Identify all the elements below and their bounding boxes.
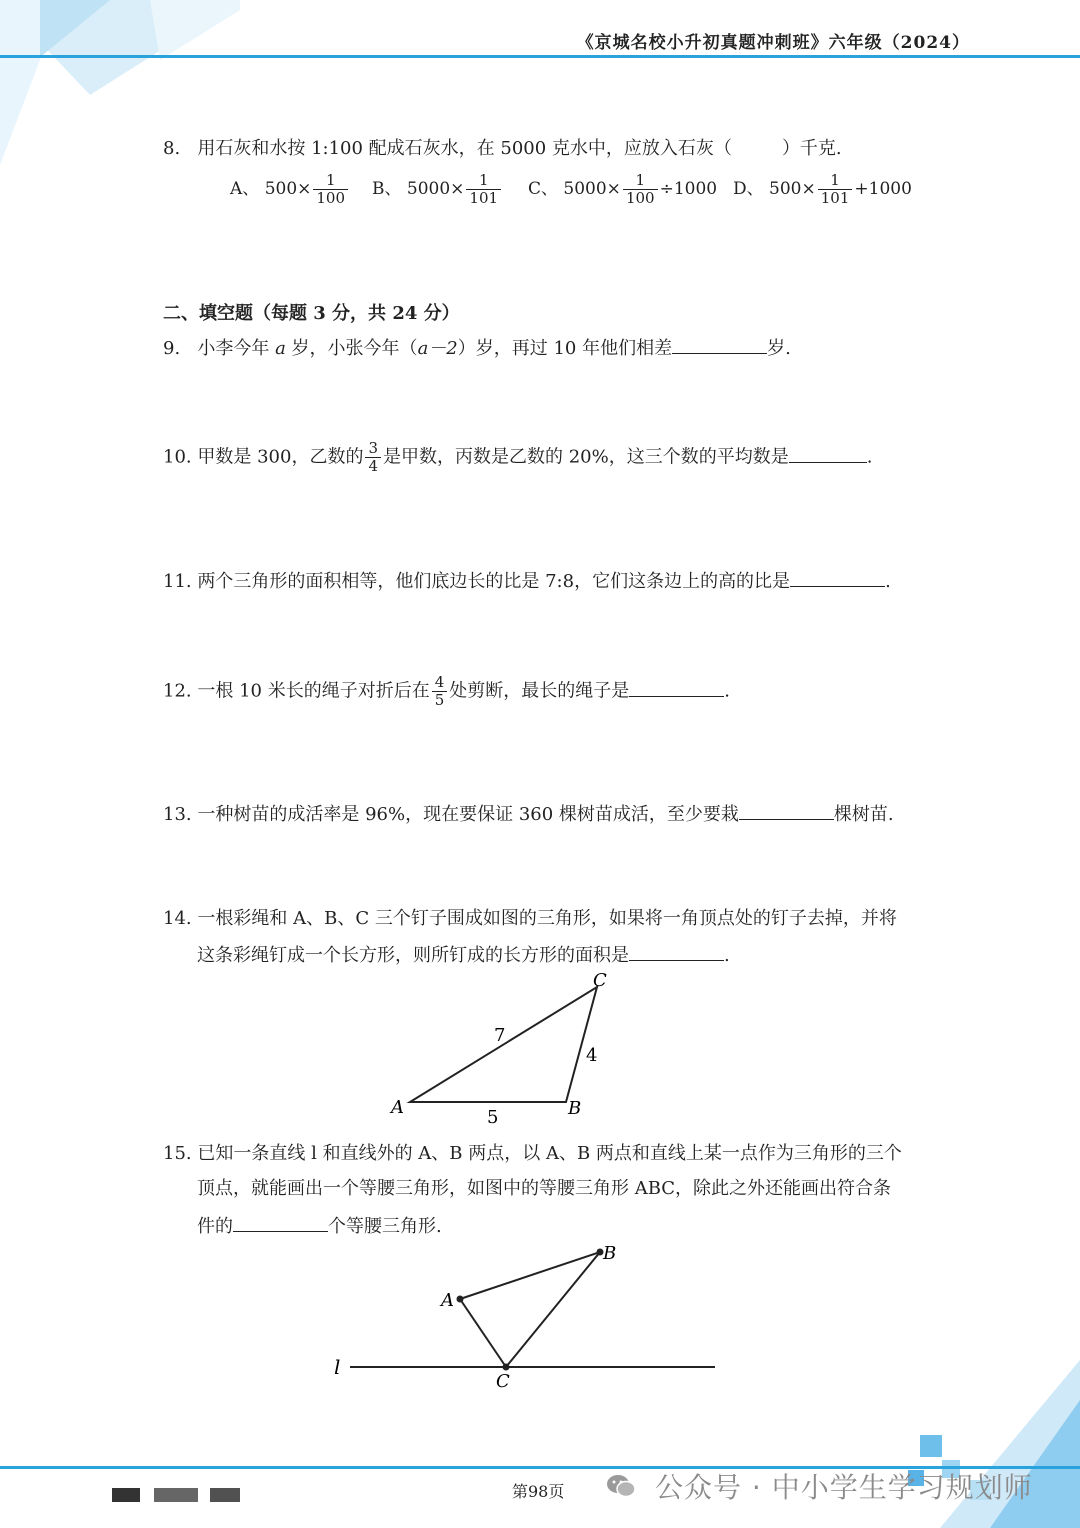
question-number: 11.: [163, 571, 192, 592]
fraction-denominator: 100: [316, 189, 346, 207]
fraction-numerator: 1: [623, 172, 658, 190]
redacted-block: [154, 1488, 198, 1502]
question-14-line-1: [163, 907, 897, 931]
answer-blank[interactable]: [629, 678, 724, 697]
question-text-end: .: [866, 446, 873, 468]
triangle-figure-14: [380, 965, 640, 1135]
fraction-numerator: 3: [365, 440, 381, 458]
question-text: 已知一条直线 l 和直线外的 A、B 两点，以 A、B 两点和直线上某一点作为三角形的三个: [197, 1143, 902, 1164]
question-number: 13.: [163, 804, 192, 825]
option-b: [372, 172, 503, 207]
question-text-end: 棵树苗.: [833, 804, 894, 825]
fraction: [623, 172, 658, 207]
question-15-line-1: [163, 1142, 902, 1166]
answer-blank[interactable]: [629, 942, 724, 961]
option-d: [733, 172, 912, 207]
question-text-end: 个等腰三角形.: [328, 1216, 442, 1237]
line-label-l: l: [334, 1355, 341, 1379]
question-8: [163, 137, 842, 161]
question-text: 用石灰和水按 1:100 配成石灰水，在 5000 克水中，应放入石灰（: [197, 138, 732, 159]
question-number: 8.: [163, 138, 181, 159]
fraction-numerator: 1: [818, 172, 853, 190]
option-expression: 500×: [264, 179, 312, 199]
question-number: 15.: [163, 1143, 192, 1164]
question-text: 处剪断，最长的绳子是: [449, 680, 630, 702]
fraction-denominator: 101: [820, 189, 850, 207]
point-a: [457, 1296, 464, 1303]
fraction-denominator: 100: [625, 189, 655, 207]
point-c: [503, 1364, 510, 1371]
question-text-end: .: [724, 680, 731, 702]
vertex-label-c: C: [593, 970, 607, 991]
answer-blank[interactable]: [790, 568, 885, 587]
question-text: 小李今年: [197, 338, 276, 359]
fraction-denominator: 101: [469, 189, 499, 207]
option-c: [528, 172, 717, 207]
answer-blank[interactable]: [739, 801, 834, 820]
question-text: 甲数是 300，乙数的: [197, 446, 364, 468]
redacted-block: [210, 1488, 240, 1502]
question-text: 是甲数，丙数是乙数的 20%，这三个数的平均数是: [383, 446, 789, 468]
option-label: A、: [230, 179, 260, 199]
wechat-icon: [605, 1472, 637, 1500]
answer-blank[interactable]: [233, 1213, 328, 1232]
question-text: 一种树苗的成活率是 96%，现在要保证 360 棵树苗成活，至少要栽: [197, 804, 739, 825]
fraction-denominator: 4: [368, 457, 378, 475]
answer-blank[interactable]: [672, 335, 767, 354]
vertex-label-b: B: [568, 1098, 582, 1119]
question-number: 14.: [163, 908, 192, 929]
watermark-text: 公众号 · 中小学生学习规划师: [655, 1471, 1033, 1504]
fraction: [432, 674, 448, 709]
page-number: 第98页: [512, 1482, 565, 1501]
fraction: [313, 172, 348, 207]
option-expression: 5000×: [563, 179, 621, 199]
header-divider: [0, 55, 1080, 58]
fraction-numerator: 4: [432, 674, 448, 692]
question-number: 9.: [163, 338, 181, 359]
question-13: [163, 801, 894, 827]
option-label: C、: [528, 179, 559, 199]
question-number: 12.: [163, 680, 192, 702]
section-title: 二、填空题（每题 3 分，共 24 分）: [163, 303, 460, 324]
side-label-ac: 7: [494, 1025, 506, 1046]
vertex-label-a: A: [441, 1290, 454, 1311]
answer-blank[interactable]: [789, 444, 867, 463]
triangle-figure-15: [320, 1235, 730, 1395]
question-text: 件的: [197, 1216, 233, 1237]
option-a: [230, 172, 350, 207]
fraction: [818, 172, 853, 207]
question-text-end: .: [885, 571, 891, 592]
question-text: 这条彩绳钉成一个长方形，则所钉成的长方形的面积是: [197, 945, 629, 966]
question-15-line-2: [197, 1177, 891, 1201]
option-expression-tail: ÷1000: [659, 179, 718, 199]
vertex-label-c: C: [496, 1371, 510, 1392]
side-label-bc: 4: [586, 1045, 598, 1066]
question-text: 顶点，就能画出一个等腰三角形，如图中的等腰三角形 ABC，除此之外还能画出符合条: [197, 1178, 892, 1199]
option-expression: 500×: [769, 179, 816, 199]
question-text-end: 岁.: [767, 338, 791, 359]
option-label: B、: [372, 179, 402, 199]
question-11: [163, 568, 891, 594]
question-text: ）岁，再过 10 年他们相差: [457, 338, 673, 359]
question-number: 10.: [163, 446, 192, 468]
question-text: 一根彩绳和 A、B、C 三个钉子围成如图的三角形，如果将一角顶点处的钉子去掉，并将: [197, 908, 897, 929]
vertex-label-b: B: [603, 1243, 617, 1264]
fraction-denominator: 5: [434, 691, 445, 709]
fraction-numerator: 1: [313, 172, 348, 190]
option-label: D、: [733, 179, 764, 199]
question-text: 两个三角形的面积相等，他们底边长的比是 7:8，它们这条边上的高的比是: [197, 571, 791, 592]
triangle-abc: [460, 1252, 600, 1367]
fraction: [365, 440, 381, 475]
question-text: 岁，小张今年（: [285, 338, 418, 359]
variable: a: [275, 338, 286, 359]
question-9: [163, 335, 791, 361]
question-text-end: ）千克.: [781, 138, 842, 159]
fraction: [466, 172, 501, 207]
question-text: 一根 10 米长的绳子对折后在: [197, 680, 430, 702]
option-expression-tail: +1000: [854, 179, 912, 199]
header-title: 《京城名校小升初真题冲刺班》六年级（2024）: [576, 33, 970, 53]
option-expression: 5000×: [406, 179, 465, 199]
redacted-block: [112, 1488, 140, 1502]
expression: a－2: [417, 338, 458, 359]
side-label-ab: 5: [487, 1107, 499, 1128]
question-text-end: .: [724, 945, 730, 966]
fraction-numerator: 1: [466, 172, 501, 190]
question-12: [163, 674, 730, 709]
vertex-label-a: A: [391, 1097, 404, 1118]
question-10: [163, 440, 872, 475]
